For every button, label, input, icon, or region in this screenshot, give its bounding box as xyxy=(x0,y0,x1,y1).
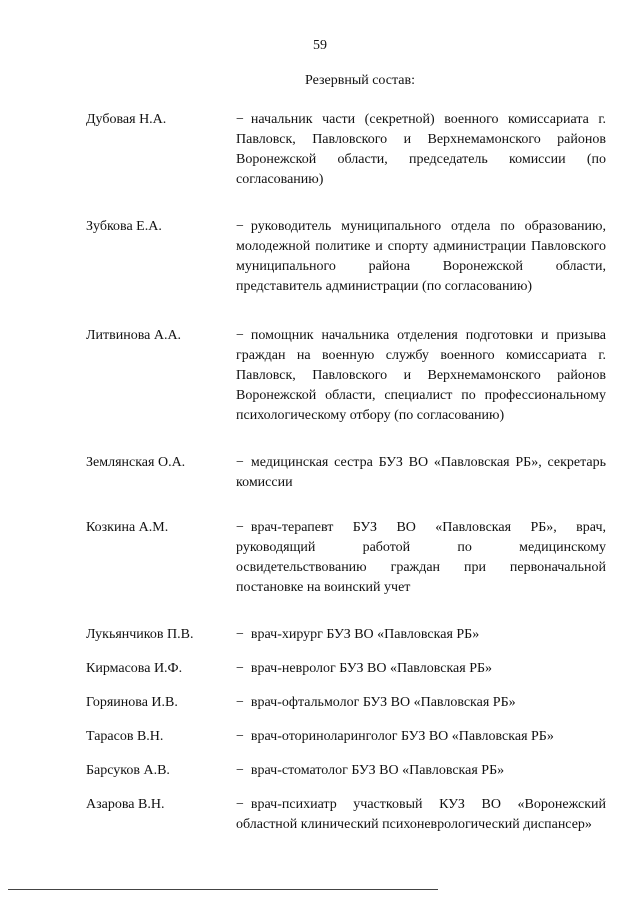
member-role-text: врач-стоматолог БУЗ ВО «Павловская РБ» xyxy=(250,763,505,778)
member-name: Литвинова А.А. xyxy=(86,328,182,343)
member-role: − помощник начальника отделения подготовки и призыва граждан на военную службу военного комиссариата г. Павловск, Павловского и Верхнемамонского районов Воронежской области, специалист по профессиональному психологическому отбору (по согласованию) xyxy=(236,328,606,423)
member-row xyxy=(86,727,606,747)
member-role: − врач-стоматолог БУЗ ВО «Павловская РБ» xyxy=(236,763,505,778)
member-row xyxy=(86,453,606,493)
member-name: Горяинова И.В. xyxy=(86,695,178,710)
member-name: Барсуков А.В. xyxy=(86,763,170,778)
member-role-text: врач-оториноларинголог БУЗ ВО «Павловская РБ» xyxy=(250,729,554,744)
member-role-text: врач-хирург БУЗ ВО «Павловская РБ» xyxy=(250,627,480,642)
member-role-text: врач-психиатр участковый КУЗ ВО «Воронежский областной клинический психоневрологический диспансер» xyxy=(236,797,606,832)
member-role-text: врач-терапевт БУЗ ВО «Павловская РБ», врач, руководящий работой по медицинскому освидетельствованию граждан при первоначальной постановке на воинский учет xyxy=(236,520,606,595)
member-role: − врач-офтальмолог БУЗ ВО «Павловская РБ» xyxy=(236,695,516,710)
member-row xyxy=(86,625,606,645)
member-row xyxy=(86,518,606,598)
bottom-rule xyxy=(8,889,438,890)
member-role-text: врач-невролог БУЗ ВО «Павловская РБ» xyxy=(250,661,493,676)
member-name: Кирмасова И.Ф. xyxy=(86,661,183,676)
member-row xyxy=(86,795,606,835)
member-row xyxy=(86,761,606,781)
member-row xyxy=(86,693,606,713)
member-role-text: начальник части (секретной) военного комиссариата г. Павловск, Павловского и Верхнемамонского районов Воронежской области, председатель комиссии (по согласованию) xyxy=(236,112,606,187)
member-name: Азарова В.Н. xyxy=(86,797,165,812)
member-role-text: врач-офтальмолог БУЗ ВО «Павловская РБ» xyxy=(250,695,516,710)
member-name: Лукьянчиков П.В. xyxy=(86,627,194,642)
member-name: Дубовая Н.А. xyxy=(86,112,167,127)
member-role: − врач-терапевт БУЗ ВО «Павловская РБ», врач, руководящий работой по медицинскому освидетельствованию граждан при первоначальной постановке на воинский учет xyxy=(236,520,606,595)
member-role-text: помощник начальника отделения подготовки и призыва граждан на военную службу военного комиссариата г. Павловск, Павловского и Верхнемамонского районов Воронежской области, специалист по профессиональному психологическому отбору (по согласованию) xyxy=(236,328,606,423)
member-role-text: медицинская сестра БУЗ ВО «Павловская РБ», секретарь комиссии xyxy=(236,455,606,490)
member-row xyxy=(86,110,606,190)
member-name: Зубкова Е.А. xyxy=(86,219,162,234)
member-row xyxy=(86,659,606,679)
member-name: Землянская О.А. xyxy=(86,455,186,470)
member-role: − руководитель муниципального отдела по образованию, молодежной политике и спорту администрации Павловского муниципального района Воронежской области, представитель администрации (по согласованию) xyxy=(236,219,606,294)
member-role-text: руководитель муниципального отдела по образованию, молодежной политике и спорту администрации Павловского муниципального района Воронежской области, представитель администрации (по согласованию) xyxy=(236,219,606,294)
member-role: − начальник части (секретной) военного комиссариата г. Павловск, Павловского и Верхнемамонского районов Воронежской области, председатель комиссии (по согласованию) xyxy=(236,112,606,187)
member-list xyxy=(86,110,606,835)
member-row xyxy=(86,217,606,297)
member-name: Тарасов В.Н. xyxy=(86,729,164,744)
member-role: − врач-оториноларинголог БУЗ ВО «Павловская РБ» xyxy=(236,729,554,744)
section-title: Резервный состав: xyxy=(304,73,415,88)
member-role: − врач-психиатр участковый КУЗ ВО «Воронежский областной клинический психоневрологический диспансер» xyxy=(236,797,606,832)
member-role: − медицинская сестра БУЗ ВО «Павловская РБ», секретарь комиссии xyxy=(236,455,606,490)
member-role: − врач-хирург БУЗ ВО «Павловская РБ» xyxy=(236,627,480,642)
member-role: − врач-невролог БУЗ ВО «Павловская РБ» xyxy=(236,661,493,676)
member-name: Козкина А.М. xyxy=(86,520,169,535)
page-number: 59 xyxy=(313,38,327,53)
member-row xyxy=(86,326,606,426)
